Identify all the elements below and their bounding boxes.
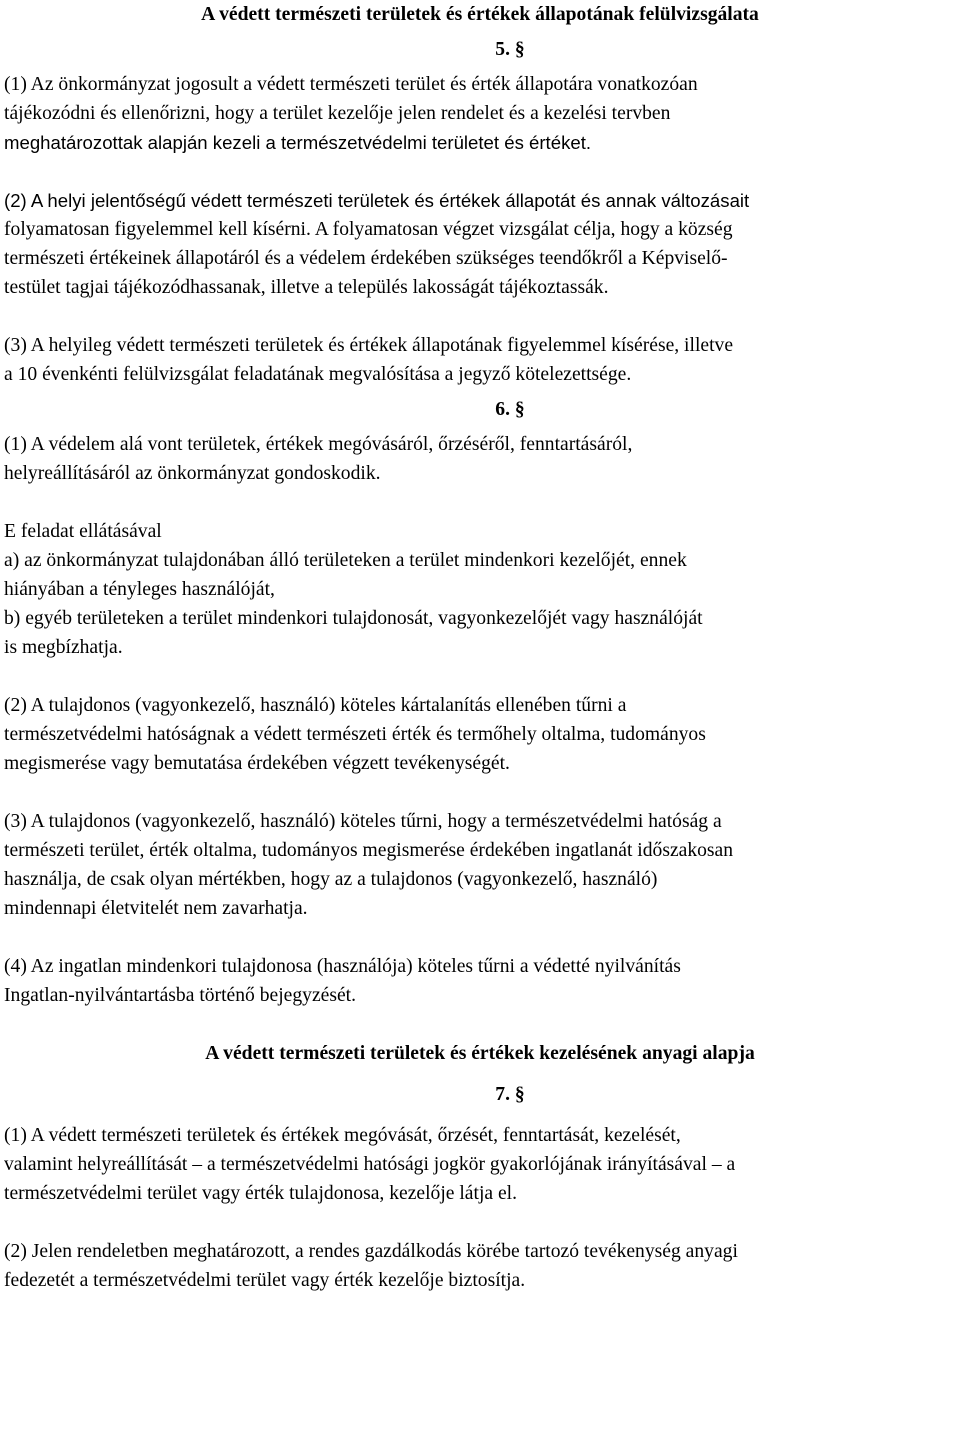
- section-6-paragraph-1-list: [4, 517, 956, 662]
- section-5-paragraph-2: [4, 186, 956, 302]
- text-line: (4) Az ingatlan mindenkori tulajdonosa (használója) köteles tűrni a védetté nyilvánítás: [4, 956, 681, 977]
- text-line: (1) A védett természeti területek és értékek megóvását, őrzését, fenntartását, kezelését,: [4, 1125, 681, 1146]
- section-6-paragraph-4: [4, 952, 956, 1010]
- text-line: a) az önkormányzat tulajdonában álló területeken a terület mindenkori kezelőjét, ennek: [4, 550, 687, 571]
- text-line: természeti értékeinek állapotáról és a védelem érdekében szükséges teendőkről a Képviselő-: [4, 248, 728, 269]
- heading-review: A védett természeti területek és értékek állapotának felülvizsgálata: [201, 4, 759, 25]
- text-line: tájékozódni és ellenőrizni, hogy a terület kezelője jelen rendelet és a kezelési tervben: [4, 103, 671, 124]
- text-line: (2) A tulajdonos (vagyonkezelő, használó) köteles kártalanítás ellenében tűrni a: [4, 695, 627, 716]
- text-line: természeti terület, érték oltalma, tudományos megismerése érdekében ingatlanát időszakosan: [4, 840, 734, 861]
- text-line: természetvédelmi terület vagy érték tulajdonosa, kezelője látja el.: [4, 1183, 518, 1204]
- text-line: (3) A tulajdonos (vagyonkezelő, használó) köteles tűrni, hogy a természetvédelmi hatóság a: [4, 811, 722, 832]
- text-line: (2) Jelen rendeletben meghatározott, a rendes gazdálkodás körébe tartozó tevékenység anyagi: [4, 1241, 738, 1262]
- text-line: E feladat ellátásával: [4, 521, 162, 542]
- document-page: [4, 0, 956, 1295]
- section-5-paragraph-1: [4, 70, 956, 157]
- text-line: a 10 évenkénti felülvizsgálat feladatának megvalósítása a jegyző kötelezettsége.: [4, 364, 632, 385]
- text-line: b) egyéb területeken a terület mindenkori tulajdonosát, vagyonkezelőjét vagy használóját: [4, 608, 703, 629]
- text-line: folyamatosan figyelemmel kell kísérni. A folyamatosan végzet vizsgálat célja, hogy a község: [4, 219, 733, 240]
- text-line: (2) A helyi jelentőségű védett természeti területek és értékek állapotát és annak változásait: [4, 190, 750, 211]
- section-6-paragraph-3: [4, 807, 956, 923]
- text-line: megismerése vagy bemutatása érdekében végzett tevékenységét.: [4, 753, 510, 774]
- text-line: (1) Az önkormányzat jogosult a védett természeti terület és érték állapotára vonatkozóan: [4, 74, 698, 95]
- section-6-paragraph-1: [4, 430, 956, 488]
- text-line: használja, de csak olyan mértékben, hogy az a tulajdonos (vagyonkezelő, használó): [4, 869, 658, 890]
- text-line: is megbízhatja.: [4, 637, 123, 658]
- section-7-paragraph-1: [4, 1121, 956, 1208]
- text-line: hiányában a tényleges használóját,: [4, 579, 275, 600]
- section-6-number: 6. §: [495, 399, 525, 420]
- section-7-paragraph-2: [4, 1237, 956, 1295]
- section-6-paragraph-2: [4, 691, 956, 778]
- text-line: Ingatlan-nyilvántartásba történő bejegyzését.: [4, 985, 356, 1006]
- section-5-paragraph-3: [4, 331, 956, 389]
- section-7-number: 7. §: [495, 1084, 525, 1105]
- text-line: fedezetét a természetvédelmi terület vagy érték kezelője biztosítja.: [4, 1270, 526, 1291]
- text-line: valamint helyreállítását – a természetvédelmi hatósági jogkör gyakorlójának irányításával – a: [4, 1154, 736, 1175]
- text-line: (1) A védelem alá vont területek, értékek megóvásáról, őrzéséről, fenntartásáról,: [4, 434, 633, 455]
- text-line: helyreállításáról az önkormányzat gondoskodik.: [4, 463, 381, 484]
- section-5-number: 5. §: [495, 39, 525, 60]
- text-line: testület tagjai tájékozódhassanak, illetve a település lakosságát tájékoztassák.: [4, 277, 609, 298]
- heading-funding: A védett természeti területek és értékek kezelésének anyagi alapja: [205, 1043, 755, 1064]
- text-line: mindennapi életvitelét nem zavarhatja.: [4, 898, 308, 919]
- text-line: (3) A helyileg védett természeti területek és értékek állapotának figyelemmel kísérése, illetve: [4, 335, 734, 356]
- text-line: természetvédelmi hatóságnak a védett természeti érték és termőhely oltalma, tudományos: [4, 724, 706, 745]
- text-line: meghatározottak alapján kezeli a természetvédelmi területet és értéket.: [4, 132, 592, 153]
